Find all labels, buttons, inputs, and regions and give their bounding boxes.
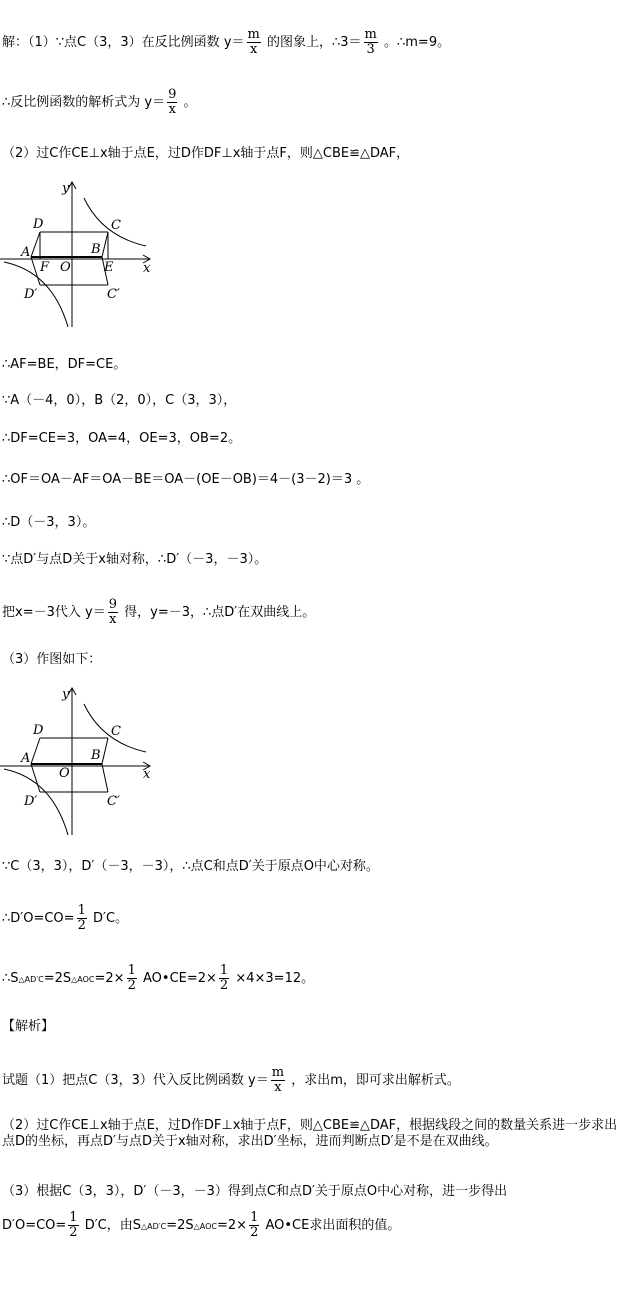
part2-line-1: （2）过C作CE⊥x轴于点E，过D作DF⊥x轴于点F，则△CBE≌△DAF，: [2, 146, 410, 161]
fraction-one-half: $\frac{1}{2}$: [250, 1210, 259, 1240]
figure-2-diagram: [0, 678, 160, 840]
analysis-paragraph-3-line-2: D′O=CO= $\frac{1}{2}$ D′C，由S△AD′C=2S△AOC=2× $\frac{1}{2}$ AO•CE求出面积的值。: [2, 1210, 401, 1240]
point-label-f: F: [40, 260, 50, 275]
analysis-paragraph-1: 试题（1）把点C（3，3）代入反比例函数 y＝ $\frac{m}{x}$ ，求出m，即可求出解析式。: [2, 1065, 460, 1095]
part2-line-6: ∴D（－3，3）。: [2, 515, 96, 530]
point-label-d: D: [33, 217, 44, 232]
solution-line-1: 解：（1）∵点C（3，3）在反比例函数 y＝ $\frac{m}{x}$ 的图象上，∴3＝ $\frac{m}{3}$ 。∴m=9。: [2, 27, 451, 57]
point-label-b: B: [91, 748, 101, 763]
point-label-o: O: [60, 260, 71, 275]
fraction-one-half: $\frac{1}{2}$: [69, 1210, 78, 1240]
fraction-m-over-3: $\frac{m}{3}$: [364, 27, 377, 57]
analysis-heading: 【解析】: [2, 1019, 55, 1034]
point-label-c: C: [111, 218, 121, 233]
point-label-a: A: [21, 751, 31, 766]
fraction-m-over-x: $\frac{m}{x}$: [247, 27, 260, 57]
point-label-b: B: [91, 242, 101, 257]
axis-label-x: x: [143, 767, 151, 782]
fraction-9-over-x: $\frac{9}{x}$: [108, 597, 117, 627]
fraction-one-half: $\frac{1}{2}$: [77, 903, 86, 933]
point-label-c-prime: C′: [107, 287, 120, 302]
part2-line-2: ∴AF=BE，DF=CE。: [2, 357, 127, 372]
part2-line-8: 把x=－3代入 y＝ $\frac{9}{x}$ 得，y=－3，∴点D′在双曲线上。: [2, 597, 316, 627]
part2-line-7: ∵点D′与点D关于x轴对称，∴D′（－3，－3）。: [2, 552, 268, 567]
figure-1-diagram: [0, 172, 160, 334]
part2-line-3: ∵A（－4，0），B（2，0），C（3，3），: [2, 393, 237, 408]
point-label-o: O: [59, 766, 70, 781]
part2-line-5: ∴OF＝OA－AF＝OA－BE＝OA－(OE－OB)＝4－(3－2)＝3 。: [2, 472, 370, 487]
point-label-a: A: [21, 245, 31, 260]
part3-line-2: ∵C（3，3），D′（－3，－3），∴点C和点D′关于原点O中心对称。: [2, 859, 379, 874]
fraction-one-half: $\frac{1}{2}$: [127, 963, 136, 993]
axis-label-y: y: [62, 181, 70, 196]
axis-label-x: x: [143, 261, 151, 276]
point-label-c: C: [111, 724, 121, 739]
solution-line-2: ∴反比例函数的解析式为 y＝ $\frac{9}{x}$ 。: [2, 87, 197, 117]
fraction-9-over-x: $\frac{9}{x}$: [168, 87, 177, 117]
part3-line-3: ∴D′O=CO= $\frac{1}{2}$ D′C。: [2, 903, 129, 933]
axis-label-y: y: [62, 687, 70, 702]
point-label-d-prime: D′: [24, 287, 38, 302]
part3-line-1: （3）作图如下：: [2, 652, 102, 667]
fraction-one-half: $\frac{1}{2}$: [219, 963, 229, 993]
analysis-paragraph-2: （2）过C作CE⊥x轴于点E，过D作DF⊥x轴于点F，则△CBE≌△DAF，根据线段之间的数量关系进一步求出点D的坐标，再点D′与点D关于x轴对称，求出D′坐标，进而判断点D′是不是在双曲线。: [2, 1118, 618, 1149]
fraction-m-over-x: $\frac{m}{x}$: [271, 1065, 285, 1095]
point-label-d: D: [33, 723, 44, 738]
point-label-c-prime: C′: [107, 794, 120, 809]
analysis-paragraph-3-line-1: （3）根据C（3，3），D′（－3，－3）得到点C和点D′关于原点O中心对称，进一步得出: [2, 1184, 508, 1199]
part3-line-4: ∴S△AD′C=2S△AOC=2× $\frac{1}{2}$ AO•CE=2× $\frac{1}{2}$ ×4×3=12。: [2, 963, 315, 993]
part2-line-4: ∴DF=CE=3，OA=4，OE=3，OB=2。: [2, 431, 242, 446]
point-label-d-prime: D′: [24, 794, 38, 809]
point-label-e: E: [104, 260, 114, 275]
